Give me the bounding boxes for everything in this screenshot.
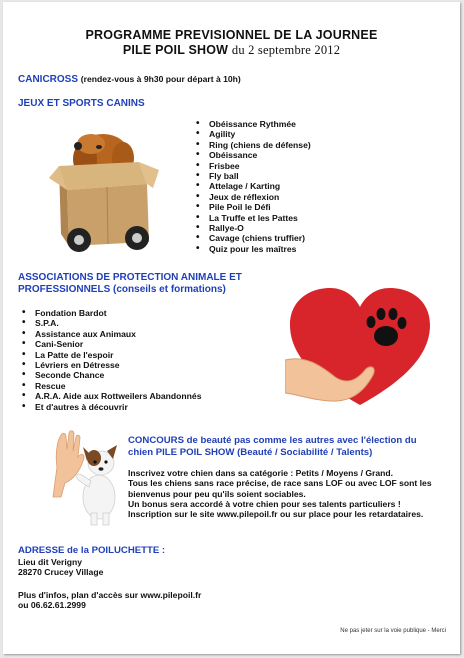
list-item: • Obéissance — [196, 150, 311, 160]
adresse-heading: ADRESSE de la POILUCHETTE : — [18, 545, 166, 556]
concours-line-2: chien PILE POIL SHOW (Beauté / Sociabilité / Talents) — [128, 446, 373, 458]
heart-paw-illustration — [285, 285, 435, 415]
info-line: ou 06.62.61.2999 — [18, 600, 86, 611]
associations-list — [22, 308, 202, 412]
list-item: • Fly ball — [196, 171, 311, 181]
canicross-detail: (rendez-vous à 9h30 pour départ à 10h) — [80, 74, 241, 84]
list-item: • Pile Poil le Défi — [196, 202, 311, 212]
title-date: du 2 septembre 2012 — [231, 43, 341, 57]
concours-body-line: Inscrivez votre chien dans sa catégorie : Petits / Moyens / Grand. — [128, 468, 394, 478]
list-item: • Seconde Chance — [22, 370, 202, 380]
list-item: • La Patte de l'espoir — [22, 350, 202, 360]
concours-heading — [128, 435, 448, 458]
adresse-line: 28270 Crucey Village — [18, 567, 104, 578]
footer-note: Ne pas jeter sur la voie publique - Merci — [340, 628, 446, 634]
dog-in-box-illustration — [41, 114, 166, 259]
list-item: • Cani-Senior — [22, 339, 202, 349]
list-item: • Attelage / Karting — [196, 181, 311, 191]
associations-label-professionnels: PROFESSIONNELS — [18, 284, 111, 295]
title-line-1: PROGRAMME PREVISIONNEL DE LA JOURNEE — [85, 28, 378, 42]
title-line-2 — [3, 43, 460, 58]
info-line: Plus d'infos, plan d'accès sur www.pilepoil.fr — [18, 590, 202, 600]
list-item: • Rallye-O — [196, 223, 311, 233]
list-item: • Jeux de réflexion — [196, 192, 311, 202]
concours-line-1: CONCOURS de beauté pas comme les autres avec l'élection du — [128, 435, 417, 446]
list-item: • La Truffe et les Pattes — [196, 213, 311, 223]
list-item: • Frisbee — [196, 161, 311, 171]
associations-label-line-2 — [18, 284, 242, 296]
flyer-page — [3, 2, 460, 654]
list-item: • S.P.A. — [22, 318, 202, 328]
associations-label-extra: (conseils et formations) — [113, 284, 226, 295]
info-block — [18, 590, 201, 611]
list-item: • Cavage (chiens truffier) — [196, 233, 311, 243]
concours-body — [128, 468, 438, 519]
adresse-line: Lieu dit Verigny — [18, 557, 82, 567]
concours-body-line: Inscription sur le site www.pilepoil.fr ou sur place pour les retardataires. — [128, 509, 424, 520]
list-item: • Quiz pour les maîtres — [196, 244, 311, 254]
list-item: • Ring (chiens de défense) — [196, 140, 311, 150]
adresse-block — [18, 557, 103, 578]
associations-heading — [18, 272, 242, 296]
list-item: • Obéissance Rythmée — [196, 119, 311, 129]
concours-body-line: Tous les chiens sans race précise, de race sans LOF ou avec LOF sont les — [128, 478, 432, 489]
jeux-heading: JEUX ET SPORTS CANINS — [18, 98, 145, 109]
dog-high-five-illustration — [51, 427, 126, 527]
list-item: • Assistance aux Animaux — [22, 329, 202, 339]
jeux-list — [196, 119, 311, 254]
list-item: • Rescue — [22, 381, 202, 391]
list-item: • Fondation Bardot — [22, 308, 202, 318]
associations-label-line-1: ASSOCIATIONS DE PROTECTION ANIMALE ET — [18, 272, 242, 283]
canicross-heading — [18, 74, 241, 85]
concours-body-line: Un bonus sera accordé à votre chien pour ses talents particuliers ! — [128, 498, 401, 509]
canicross-label: CANICROSS — [18, 74, 79, 85]
concours-body-line: bienvenus pour peu qu'ils soient sociables. — [128, 488, 306, 499]
page-title — [3, 28, 460, 58]
list-item: • Et d'autres à découvrir — [22, 402, 202, 412]
list-item: • A.R.A. Aide aux Rottweilers Abandonnés — [22, 391, 202, 401]
title-show-name: PILE POIL SHOW — [122, 43, 229, 57]
list-item: • Lévriers en Détresse — [22, 360, 202, 370]
list-item: • Agility — [196, 129, 311, 139]
